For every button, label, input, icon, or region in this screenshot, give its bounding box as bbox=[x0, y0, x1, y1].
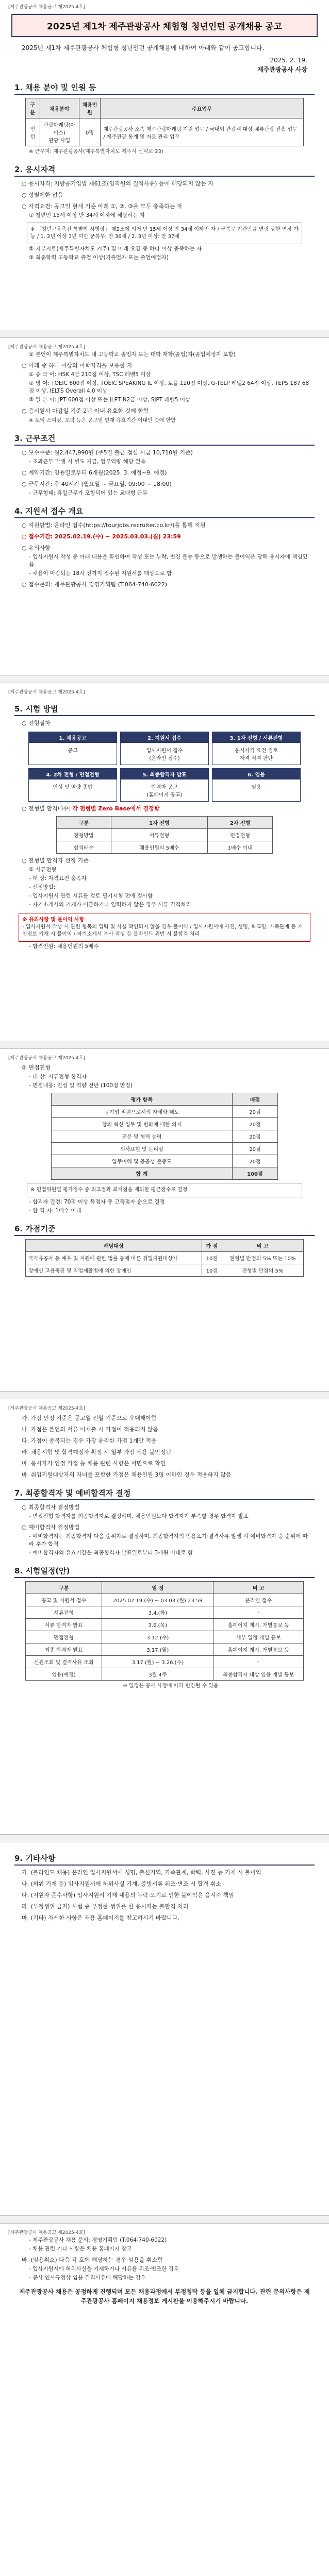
th: 가 점 bbox=[202, 1240, 222, 1252]
cell: 장애인 고용촉진 및 직업재활법에 의한 장애인 bbox=[26, 1264, 202, 1277]
step-head: 6. 임용 bbox=[212, 769, 300, 779]
sub-bullet: ② 본인이 제주특별자치도 내 고등학교 졸업자 또는 대학 재학(졸업)자(졸업예정자 포함) bbox=[29, 351, 236, 358]
section-5-title: 5. 시험 방법 bbox=[14, 702, 315, 716]
bullet: ○ 보수수준: 월2,447,990원 (주5일 출근 점심 시급 10,710원 기준) bbox=[22, 449, 193, 456]
bullet: ○ 전형절차 bbox=[22, 720, 51, 726]
th: 일 정 bbox=[102, 1582, 213, 1594]
cell: 20점 bbox=[232, 1106, 277, 1118]
sub-bullet: - 합격자 결정: 70점 이상 득점자 중 고득점자 순으로 결정 bbox=[29, 1199, 165, 1205]
announce-date: 2025. 2. 19. bbox=[270, 57, 307, 64]
bullet: ○ 근무시간: 주 40시간 (월요일 ~ 금요일, 09:00 ~ 18:00) bbox=[22, 481, 172, 487]
page-6 bbox=[6, 1844, 323, 1922]
th: 구분 bbox=[26, 98, 40, 118]
sub-bullet: - 입사지원서 작성 중 아래 내용을 확인하여 작성 또는 누락, 변경 불능 등으로 발생하는 불이익은 당해 응시자에 책임있음 bbox=[29, 554, 308, 568]
cell: 20점 bbox=[232, 1118, 277, 1130]
cell: - bbox=[213, 1606, 304, 1619]
section-3-title: 3. 근무조건 bbox=[14, 432, 315, 446]
th: 비 고 bbox=[222, 1240, 303, 1252]
cell: 3.17.(월) bbox=[102, 1643, 213, 1656]
section-4-title: 4. 지원서 접수 개요 bbox=[14, 504, 315, 518]
th: 2차 전형 bbox=[208, 817, 273, 829]
bullet: ○ 아래 중 하나 이상의 어학자격을 보유한 자 bbox=[22, 362, 133, 369]
bullet: 가. (블라인드 채용) 온라인 입사지원서에 성명, 출신지역, 가족관계, 학력, 사진 등 기재 시 불이익 bbox=[22, 1869, 261, 1876]
cell: 1배수 이내 bbox=[208, 841, 273, 854]
sub-bullet: - 대 상: 자격요건 충족자 bbox=[29, 875, 87, 882]
doc-tag: [제주관광공사 채용공고 제2025-4호] bbox=[8, 5, 85, 10]
bullet: 바. (임용취소) 다음 각 호에 해당하는 경우 임용을 취소함 bbox=[22, 2257, 163, 2263]
page-5 bbox=[6, 1401, 323, 1690]
sub-bullet: ② 영 어: TOEIC 600점 이상, TOEIC SPEAKING IL 이상, 토플 120점 이상, G-TELP 레벨2 64점 이상, TEPS 187 68점 이상, IELTS Overall 4.0 이상 bbox=[29, 380, 309, 394]
sub-bullet: - 예비합격자는 최종합격자 다음 순위자로 결정하며, 최종합격자의 임용포기·결격사유 발생 시 예비합격자 중 순위에 따라 추가 합격 bbox=[29, 1533, 308, 1547]
bullet: 마. 응시자가 인정 가점 등 채용 관련 사항은 서면으로 확인 bbox=[22, 1460, 166, 1467]
process-step bbox=[28, 732, 117, 765]
cell: 세부 일정 개별 통보 bbox=[213, 1631, 304, 1643]
schedule-table bbox=[25, 1581, 304, 1681]
th: 배점 bbox=[232, 1093, 277, 1106]
sub-bullet: ① 서류전형 bbox=[29, 867, 57, 873]
page-title: 2025년 제1차 제주관광공사 체험형 청년인턴 공개채용 공고 bbox=[11, 14, 318, 37]
bullet: ○ 최종합격자 결정방법 bbox=[22, 1504, 80, 1511]
cell: - bbox=[213, 1656, 304, 1668]
cell: 서류전형 bbox=[26, 1606, 102, 1619]
cell: 전문 및 협력 능력 bbox=[52, 1130, 233, 1143]
sub-bullet: - 공사 인사규정상 임용 결격사유에 해당하는 경우 bbox=[29, 2275, 146, 2281]
sub-bullet: - 합격인원: 채용인원의 5배수 bbox=[29, 943, 99, 950]
bullet: ○ 응시원서 마감일 기준 2년 이내 유효한 것에 한함 bbox=[22, 408, 149, 414]
cell: 최종 합격자 발표 bbox=[26, 1643, 102, 1656]
bullet: 다. (지원자 준수사항) 입사지원서 기재 내용의 누락·오기로 인한 불이익은 응시자 책임 bbox=[22, 1892, 234, 1899]
sub-bullet: - 채용이 마감되는 18시 전까지 접수된 지원서를 대상으로 함 bbox=[29, 570, 172, 577]
doc-tag: [제주관광공사 채용공고 제2025-4호] bbox=[8, 690, 85, 695]
cell: 업무이해 및 공공성 존중도 bbox=[52, 1155, 233, 1167]
sub-bullet: - 제주관광공사 채용 문의: 경영기획팀 (T.064-740-6022) bbox=[29, 2237, 167, 2243]
page-divider bbox=[0, 675, 329, 683]
process-step bbox=[120, 732, 209, 765]
cell: 면접전형 bbox=[208, 829, 273, 841]
ratio-table bbox=[56, 816, 273, 854]
bullet: ○ 접수기간: 2025.02.19.(수) ~ 2025.03.03.(월) 23:59 bbox=[22, 533, 181, 540]
cell: 전형별 만점의 5% bbox=[222, 1264, 303, 1277]
doc-tag: [제주관광공사 채용공고 제2025-4호] bbox=[8, 2230, 85, 2235]
section-1-title: 1. 채용 분야 및 인원 등 bbox=[14, 81, 315, 95]
cell: 제주관광공사 소속 제주관광마케팅 지원 업무 / 국내외 관광객 대상 체류관광 진흥 업무 / 제주관광 통계 및 자료 관리 업무 bbox=[101, 118, 304, 146]
cell: 서류전형 bbox=[111, 829, 208, 841]
bullet: ○ 전형별 합격자 선정 기준 bbox=[22, 857, 89, 864]
bullet: 마. (기타) 자세한 사항은 채용 홈페이지를 참고하시기 바랍니다. bbox=[22, 1914, 179, 1921]
bullet: 라. (부정행위 금지) 시험 중 부정한 행위를 한 응시자는 불합격 처리 bbox=[22, 1903, 189, 1910]
bullet: 다. 가점이 중복되는 경우 가장 유리한 가점 1개만 적용 bbox=[22, 1437, 157, 1444]
warning-box bbox=[19, 913, 310, 942]
bullet: ○ 자격요건: 공고일 현재 기준 아래 ①, ②, ③을 모두 충족하는 자 bbox=[22, 203, 183, 210]
th: 구분 bbox=[26, 1582, 102, 1594]
step-head: 2. 지원서 접수 bbox=[121, 732, 208, 743]
ratio-note: 각 전형별 Zero Base에서 결정함 bbox=[72, 805, 160, 812]
sub-bullet: ① 중 국 어: HSK 4급 210점 이상, TSC 레벨5 이상 bbox=[29, 371, 151, 378]
sub-bullet: - 예비합격자의 유효기간은 최종합격자 발표일로부터 3개월 이내로 함 bbox=[29, 1550, 193, 1556]
cell: 3.12.(수) bbox=[102, 1631, 213, 1643]
section-7-title: 7. 최종합격자 및 예비합격자 결정 bbox=[14, 1486, 315, 1500]
bullet: ○ 성별제한 없음 bbox=[22, 192, 63, 198]
page-divider bbox=[0, 330, 329, 338]
th: 평가 항목 bbox=[52, 1093, 233, 1106]
doc-tag: [제주관광공사 채용공고 제2025-4호] bbox=[8, 345, 85, 350]
bullet: 바. 취업지원대상자의 자녀를 포함한 가점은 채용인원 3명 이하인 경우 적용하지 않음 bbox=[22, 1471, 232, 1478]
cell: 10점 bbox=[202, 1252, 222, 1264]
process-step bbox=[212, 732, 301, 765]
step-body: 입사지원서 접수 (온라인 접수) bbox=[146, 748, 183, 761]
cell: 의사표현 및 논리성 bbox=[52, 1143, 233, 1155]
cell: 임용(예정) bbox=[26, 1668, 102, 1681]
process-step bbox=[120, 768, 209, 802]
cell: 3월 4주 bbox=[102, 1668, 213, 1681]
cell: 3.17.(월) ~ 3.26.(수) bbox=[102, 1656, 213, 1668]
section-6-title: 6. 가점기준 bbox=[14, 1222, 315, 1236]
sub-bullet: - 선정방법: bbox=[29, 884, 56, 890]
cell: 홈페이지 게시, 개별통보 등 bbox=[213, 1643, 304, 1656]
doc-tag: [제주관광공사 채용공고 제2025-4호] bbox=[8, 1056, 85, 1061]
sub-bullet: ① 청년인 15세 이상 만 34세 이하에 해당하는 자 bbox=[29, 212, 145, 218]
page-1 bbox=[6, 0, 323, 262]
page-2 bbox=[6, 340, 323, 589]
warning-text: - 입사지원서 작성 시 관련 항목의 입력 및 사실 확인되지 않을 경우 불이익 / 입사지원서에 사진, 성명, 학교명, 가족관계 등 개인정보 기재 시 불이익 / 자기소개서 복사 작성 등 블라인드 위반 시 불합격 처리 bbox=[22, 924, 303, 937]
announce-org: 제주관광공사 사장 bbox=[257, 66, 307, 73]
step-body: 인성 및 역량 종합 bbox=[53, 785, 93, 790]
bullet: ○ 전형별 합격배수: bbox=[22, 805, 71, 812]
cell: 10점 bbox=[202, 1264, 222, 1277]
step-body: 합격자 공고 (홈페이지 공고) bbox=[146, 785, 183, 798]
step-head: 4. 2차 전형 / 면접전형 bbox=[29, 769, 117, 779]
cell: 2025.02.19.(수) ~ 03.03.(월) 23:59 bbox=[102, 1594, 213, 1606]
page-4 bbox=[6, 1051, 323, 1277]
sub-bullet: ③ 일 본 어: JPT 600점 이상 또는 JLPT N2급 이상, SJPT 레벨5 이상 bbox=[29, 397, 191, 403]
sub-bullet: ② 지부지로(제주특별자치도 거주) 및 아래 요건 중 하나 이상 충족하는 자 bbox=[29, 246, 202, 252]
cell: 국가유공자 등 예우 및 지원에 관한 법률 등에 따른 취업지원대상자 bbox=[26, 1252, 202, 1264]
th: 합 계 bbox=[52, 1167, 233, 1180]
score-table bbox=[51, 1093, 278, 1180]
note: ※ 일정은 공사 사정에 따라 변경될 수 있음 bbox=[123, 1683, 219, 1689]
cell: 3.6.(목) bbox=[102, 1619, 213, 1631]
bullet: 나. 가점은 본인의 서류 미제출 시 가점이 적용되지 않음 bbox=[22, 1426, 159, 1433]
step-body: 공고 bbox=[68, 748, 78, 754]
th: 해당대상 bbox=[26, 1240, 202, 1252]
page-divider bbox=[0, 2215, 329, 2224]
th: 채용분야 bbox=[40, 98, 79, 118]
sub-bullet: - 대 상: 서류전형 합격자 bbox=[29, 1074, 87, 1080]
page-3 bbox=[6, 685, 323, 951]
section-9-title: 9. 기타사항 bbox=[14, 1852, 315, 1866]
sub-bullet: - 초과근무 발생 시 별도 지급, 업무역량 해당 없음 bbox=[29, 459, 146, 465]
cell: 20점 bbox=[232, 1143, 277, 1155]
sub-bullet: - 입사지원서 관련 서류를 검토 필기시험 전에 검사함 bbox=[29, 893, 153, 899]
bullet: 가. 가점 인정 기준은 공고일 전일 기준으로 우대해야함 bbox=[22, 1415, 157, 1421]
cell: 공고 및 지원서 접수 bbox=[26, 1594, 102, 1606]
bonus-table bbox=[25, 1239, 304, 1277]
sub-bullet: - 근무형태: 휴일근무가 포함되어 있는 교대형 근무 bbox=[29, 490, 148, 496]
doc-tag: [제주관광공사 채용공고 제2025-4호] bbox=[8, 1406, 85, 1411]
bullet: ○ 응시자격: 지방공기업법 제61조(임직원의 결격사유) 등에 해당되지 않는 자 bbox=[22, 180, 214, 187]
section-8-title: 8. 시험일정(안) bbox=[14, 1564, 315, 1578]
bullet: ② 면접전형 bbox=[22, 1064, 51, 1071]
step-head: 3. 1차 전형 / 서류전형 bbox=[212, 732, 300, 743]
step-body: 응시자격 요건 검토 자격 적격 판단 bbox=[235, 748, 278, 761]
cell: 최종합격자 대상 임용 개별 통보 bbox=[213, 1668, 304, 1681]
process-step bbox=[212, 768, 301, 802]
recruit-table bbox=[25, 98, 304, 146]
bullet: ○ 지원방법: 온라인 접수(https://tourjobs.recruiter.co.kr/)를 통해 지원 bbox=[22, 522, 206, 529]
step-head: 5. 최종합격자 발표 bbox=[121, 769, 208, 779]
sub-bullet: - 합 격 자: 1배수 이내 bbox=[29, 1208, 81, 1214]
sub-bullet: - 입사지원서에 허위사실을 기재하거나 서류를 위조·변조한 경우 bbox=[29, 2266, 179, 2272]
bullet: ○ 유의사항 bbox=[22, 545, 51, 551]
bullet: ○ 계약기간: 임용일로부터 6개월(2025. 3. 예정~9. 예정) bbox=[22, 469, 167, 476]
bullet: 나. (허위 기재 등) 입사지원서에 허위사실 기재, 증빙서류 위조·변조 시 합격 취소 bbox=[22, 1880, 221, 1887]
th: 1차 전형 bbox=[111, 817, 208, 829]
cell: 합격배수 bbox=[57, 841, 111, 854]
step-head: 1. 채용공고 bbox=[29, 732, 117, 743]
section-2-title: 2. 응시자격 bbox=[14, 163, 315, 177]
cell: 0명 bbox=[79, 118, 101, 146]
note: ※ 근무지: 제주관광공사(제주특별자치도 제주시 선덕로 23) bbox=[29, 149, 163, 155]
cell: 20점 bbox=[232, 1155, 277, 1167]
note: ※ 토익 스피킹, 오픽 등은 공고일 현재 유효기간 이내인 것에 한함 bbox=[29, 418, 176, 423]
cell: 면접전형 bbox=[26, 1631, 102, 1643]
lead-text: 2025년 제1차 제주관광공사 체험형 청년인턴 공개채용에 대하여 아래와 같이 공고합니다. bbox=[22, 44, 265, 52]
cell: 전형방법 bbox=[57, 829, 111, 841]
cell: 전형별 만점의 5% 또는 10% bbox=[222, 1252, 303, 1264]
sub-bullet: - 면접내용: 인성 및 역량 전반 (100점 만점) bbox=[29, 1082, 133, 1089]
th: 100점 bbox=[232, 1167, 277, 1180]
note-box: ※ 「청년고용촉진 특별법 시행령」 제2조에 의거 만 15세 이상 만 34세 이하인 자 / 군복무 기간만큼 연령 상한 연장 가능 / 1. 2년 이상 3년 미만 군복무: 만 36세 / 2. 3년 이상: 만 37세 bbox=[27, 223, 302, 244]
sub-bullet: - 채용 관련 기타 사항은 채용 홈페이지 참고 bbox=[29, 2246, 132, 2252]
cell: 신원조회 및 결격사유 조회 bbox=[26, 1656, 102, 1668]
cell: 창의 혁신 업무 및 변화에 대한 의지 bbox=[52, 1118, 233, 1130]
step-body: 임용 bbox=[251, 785, 261, 790]
cell: 20점 bbox=[232, 1130, 277, 1143]
sub-bullet: - 면접전형 합격자를 최종합격자로 결정하며, 채용인원보다 합격자가 부족할 경우 합격자 발표 bbox=[29, 1513, 249, 1519]
page-divider bbox=[0, 1041, 329, 1049]
cell: 공기업 직원으로서의 자세와 태도 bbox=[52, 1106, 233, 1118]
page-divider bbox=[0, 1391, 329, 1399]
cell: 서류 합격자 발표 bbox=[26, 1619, 102, 1631]
cell: 채용인원의 5배수 bbox=[111, 841, 208, 854]
cell: 인턴 bbox=[26, 118, 40, 146]
bullet: 라. 채용시험 및 합격예정자 확정 시 일부 가점 적용 불인정됨 bbox=[22, 1449, 171, 1455]
process-step bbox=[28, 768, 117, 802]
sub-bullet: ③ 최종학력 고등학교 졸업 이상(기졸업자 또는 졸업예정자) bbox=[29, 255, 169, 261]
page-7 bbox=[6, 2226, 323, 2306]
cell: 온라인 접수 bbox=[213, 1594, 304, 1606]
th: 채용인원 bbox=[79, 98, 101, 118]
cell: 3.4.(화) bbox=[102, 1606, 213, 1619]
warning-title: ※ 유의사항 및 불이익 사항 bbox=[22, 917, 85, 923]
closing-statement: 제주관광공사 채용은 공정하게 진행되며 모든 채용과정에서 부정청탁 등을 일체 금지합니다. 관련 문의사항은 제주관광공사 홈페이지 채용정보 게시판을 이용해주시기 바랍니다. bbox=[19, 2288, 310, 2304]
page-divider bbox=[0, 1834, 329, 1842]
th: 비 고 bbox=[213, 1582, 304, 1594]
th: 구분 bbox=[57, 817, 111, 829]
cell: 관광마케팅(마이스) 관광 사업 bbox=[40, 118, 79, 146]
note-box: ※ 면접위원별 평가점수 중 최고점과 최저점을 제외한 평균점수로 결정 bbox=[27, 1183, 302, 1197]
cell: 홈페이지 게시, 개별통보 등 bbox=[213, 1619, 304, 1631]
process-flow bbox=[14, 732, 315, 802]
th: 주요업무 bbox=[101, 98, 304, 118]
bullet: ○ 예비합격자 결정방법 bbox=[22, 1524, 80, 1531]
bullet: ○ 접수문의: 제주관광공사 경영기획팀 (T.064-740-6022) bbox=[22, 581, 168, 588]
sub-bullet: - 자기소개서의 기재가 미흡하거나 입력하지 않은 경우 서류 결격처리 bbox=[29, 902, 191, 908]
